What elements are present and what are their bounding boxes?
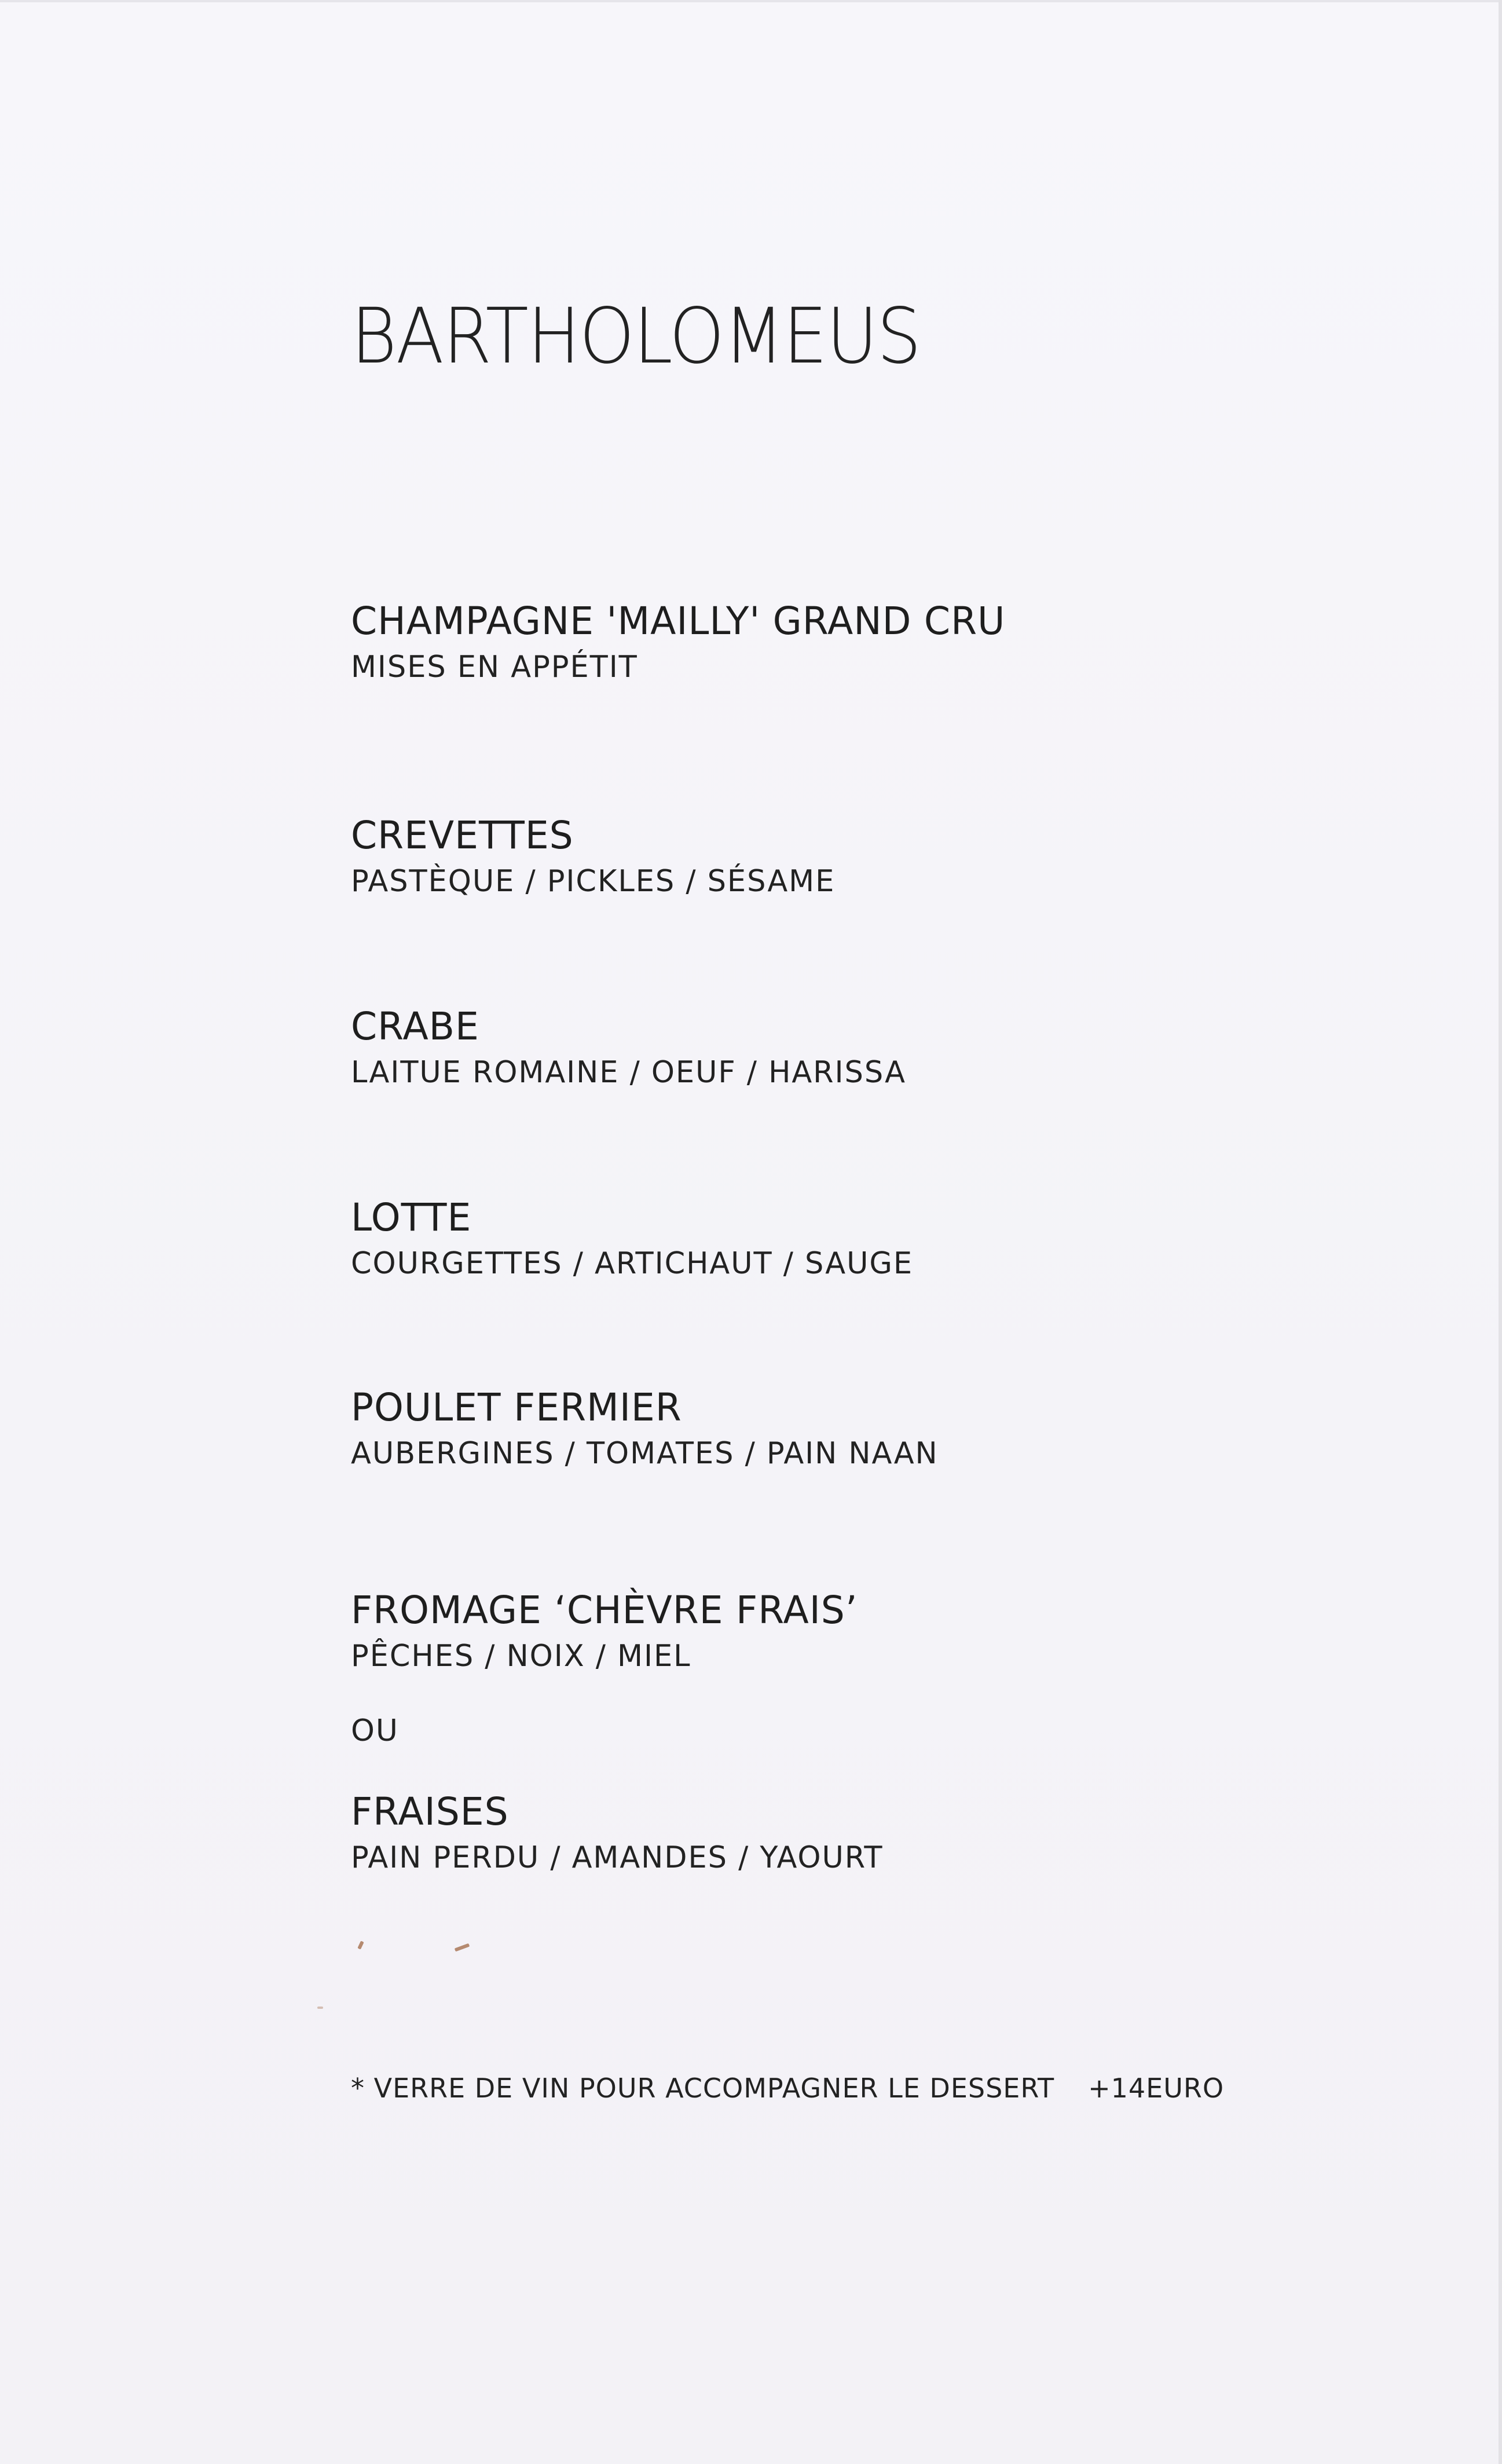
course-name: CRABE [351, 1004, 479, 1049]
wine-pairing-footnote [351, 2073, 1225, 2104]
course-separator: OU [351, 1714, 399, 1748]
footnote-text: * VERRE DE VIN POUR ACCOMPAGNER LE DESSERT [351, 2073, 1055, 2104]
course-description: PAIN PERDU / AMANDES / YAOURT [351, 1840, 884, 1875]
card-right-edge [1499, 0, 1502, 2464]
course-name: LOTTE [351, 1195, 472, 1240]
course-crabe [351, 1004, 917, 1090]
course-name: POULET FERMIER [351, 1385, 682, 1430]
course-name: CREVETTES [351, 813, 574, 858]
course-champagne [351, 599, 1019, 684]
course-name: FROMAGE ‘CHÈVRE FRAIS’ [351, 1588, 858, 1632]
footnote-price: +14EURO [1088, 2073, 1225, 2104]
course-description: COURGETTES / ARTICHAUT / SAUGE [351, 1246, 913, 1281]
course-crevettes [351, 813, 845, 899]
course-description: MISES EN APPÉTIT [351, 650, 638, 684]
course-description: AUBERGINES / TOMATES / PAIN NAAN [351, 1436, 939, 1471]
course-fraises [351, 1789, 894, 1875]
paper-speck [317, 2007, 323, 2009]
card-top-edge [0, 0, 1502, 2]
course-poulet-fermier [351, 1385, 950, 1471]
course-fromage [351, 1588, 868, 1674]
course-description: PASTÈQUE / PICKLES / SÉSAME [351, 864, 836, 899]
course-description: PÊCHES / NOIX / MIEL [351, 1639, 691, 1674]
course-name: CHAMPAGNE 'MAILLY' GRAND CRU [351, 599, 1006, 643]
course-description: LAITUE ROMAINE / OEUF / HARISSA [351, 1055, 906, 1090]
course-lotte [351, 1195, 925, 1281]
course-name: FRAISES [351, 1789, 509, 1834]
restaurant-title: BARTHOLOMEUS [351, 292, 921, 381]
